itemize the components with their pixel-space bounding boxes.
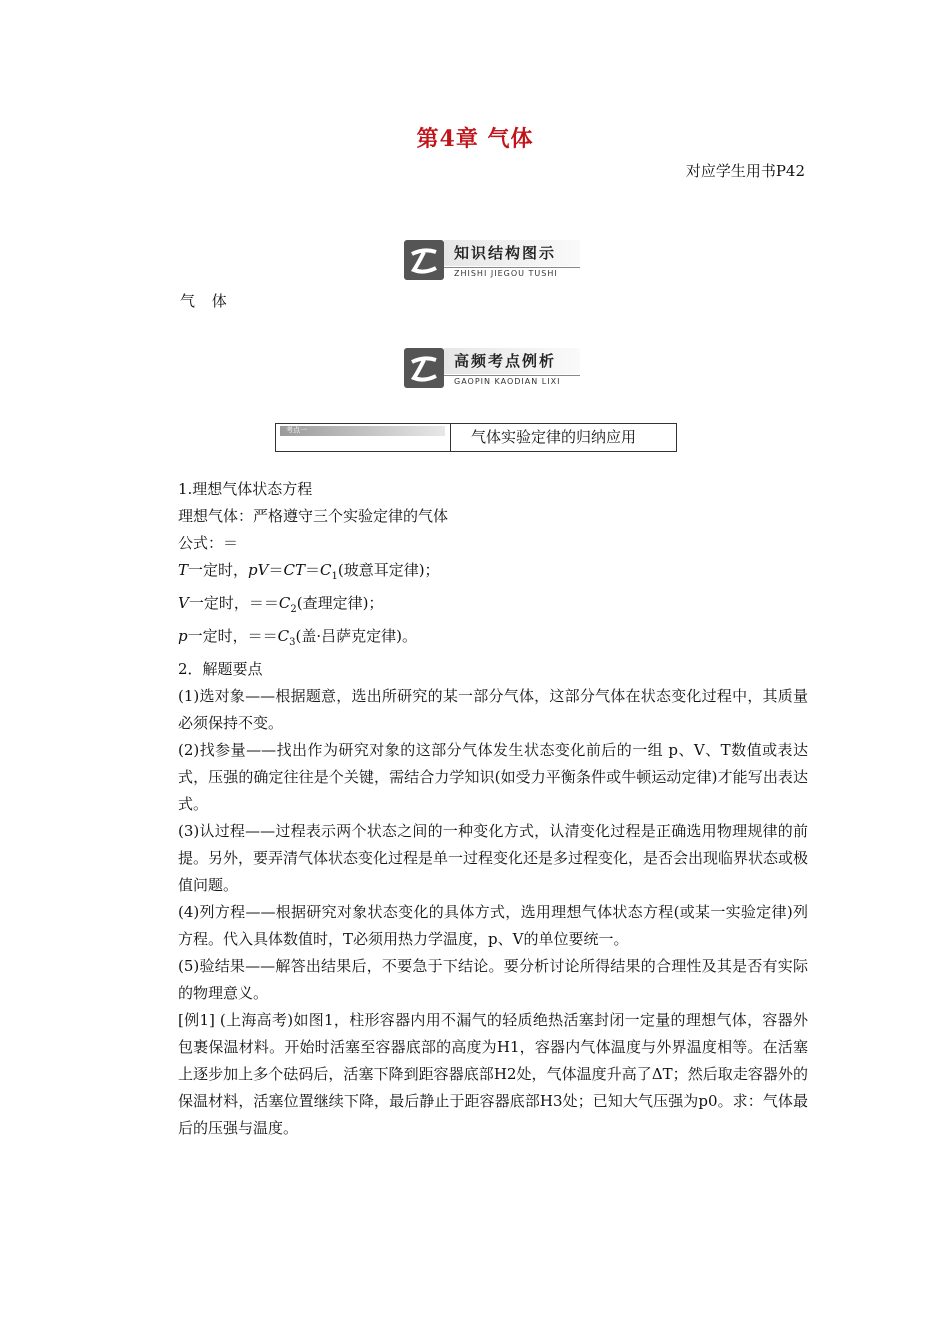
main-content [178, 476, 808, 1142]
charles-law-line: V一定时，$==C_2$(查理定律)； [178, 594, 384, 615]
example-1: [例1] (上海高考)如图1，柱形容器内用不漏气的轻质绝热活塞封闭一定量的理想气体，容器外包裹保温材料。开始时活塞至容器底部的高度为H1，容器内气体温度与外界温度相等。在活塞上逐步加上多个砝码后，活塞下降到距容器底部H2处，气体温度升高了ΔT；然后取走容器外的保温材料，活塞位置继续下降，最后静止于距容器底部H3处；已知大气压强为p0。求：气体最后的压强与温度。 [178, 1011, 808, 1137]
logo-icon [404, 348, 444, 388]
boyle-law-line: T一定时，$pV=CT=C_1$(玻意耳定律)； [178, 561, 440, 582]
point-4: (4)列方程——根据研究对象状态变化的具体方式，选用理想气体状态方程(或某一实验定律)列方程。代入具体数值时，T必须用热力学温度，p、V的单位要统一。 [178, 903, 808, 948]
point-5: (5)验结果——解答出结果后，不要急于下结论。要分析讨论所得结果的合理性及其是否有实际的物理意义。 [178, 957, 808, 1002]
chapter-title: 第4章 气体 [416, 126, 534, 152]
logo-icon [404, 240, 444, 280]
banner-knowledge-structure [404, 240, 584, 284]
banner-subtitle: ZHISHI JIEGOU TUSHI [454, 269, 558, 278]
formula-line: 公式：＝ [178, 534, 239, 552]
section-text: 气 体 [180, 292, 233, 310]
ideal-gas-definition: 理想气体：严格遵守三个实验定律的气体 [178, 507, 449, 525]
page-reference: 对应学生用书P42 [685, 162, 805, 180]
topic-box [275, 423, 677, 452]
banner-subtitle: GAOPIN KAODIAN LIXI [454, 377, 561, 386]
gay-lussac-law-line: p一定时，$==C_3$(盖·吕萨克定律)。 [178, 627, 417, 648]
topic-title: 气体实验定律的归纳应用 [471, 428, 637, 446]
banner-title: 知识结构图示 [454, 244, 557, 262]
heading-key-points: 2．解题要点 [178, 660, 263, 678]
heading-ideal-gas: 1.理想气体状态方程 [178, 480, 313, 498]
point-1: (1)选对象——根据题意，选出所研究的某一部分气体，这部分气体在状态变化过程中，其质量必须保持不变。 [178, 687, 808, 732]
banner-title: 高频考点例析 [454, 352, 557, 370]
topic-tag: 考点一 [280, 426, 445, 436]
point-3: (3)认过程——过程表示两个状态之间的一种变化方式，认清变化过程是正确选用物理规律的前提。另外，要弄清气体状态变化过程是单一过程变化还是多过程变化，是否会出现临界状态或极值问题。 [178, 822, 809, 894]
banner-high-frequency [404, 348, 584, 392]
point-2: (2)找参量——找出作为研究对象的这部分气体发生状态变化前后的一组 p、V、T数值或表达式，压强的确定往往是个关键，需结合力学知识(如受力平衡条件或牛顿运动定律)才能写出表达式。 [178, 741, 808, 813]
